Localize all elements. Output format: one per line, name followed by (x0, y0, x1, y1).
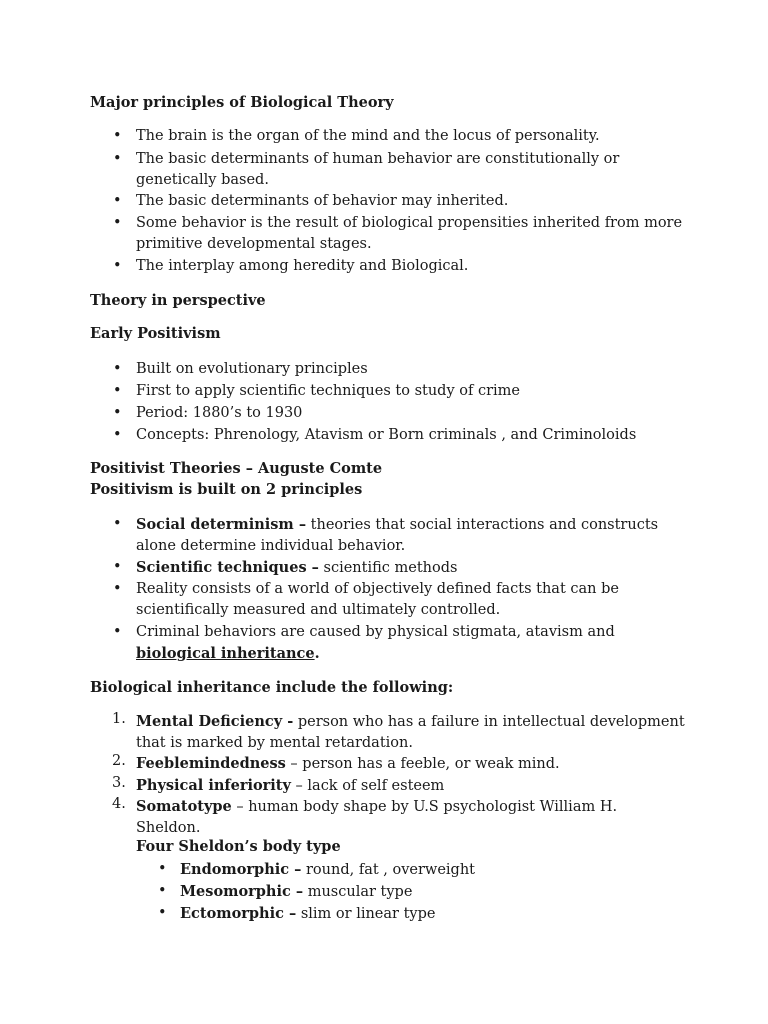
bullet-icon: • (113, 258, 122, 274)
list-item-social-determinism (136, 514, 696, 557)
list-item-scientific-techniques (136, 557, 696, 579)
definition: slim or linear type (296, 906, 436, 922)
definition: person who has a failure in intellectual development that is marked by mental retardation. (136, 714, 685, 751)
heading-positivist-theories: Positivist Theories – Auguste Comte (90, 460, 383, 477)
term: Somatotype (136, 798, 232, 815)
heading-biological-inheritance: Biological inheritance include the following: (90, 679, 454, 696)
list-item: Built on evolutionary principles (136, 361, 368, 377)
body-type-item (180, 881, 412, 903)
definition: – lack of self esteem (290, 778, 445, 794)
subheading-body-types: Four Sheldon’s body type (136, 838, 341, 855)
term: Endomorphic – (180, 861, 302, 878)
list-item: Period: 1880’s to 1930 (136, 405, 303, 421)
numbered-item (136, 753, 696, 775)
numbered-item (136, 796, 636, 839)
heading-theory-in-perspective: Theory in perspective (90, 292, 266, 309)
definition: muscular type (303, 884, 413, 900)
list-number: 4. (112, 796, 126, 812)
bullet-icon: • (113, 383, 122, 399)
bullet-icon: • (113, 427, 122, 443)
body-type-item (180, 903, 435, 925)
list-item: Concepts: Phrenology, Atavism or Born criminals , and Criminoloids (136, 427, 637, 443)
bullet-icon: • (158, 883, 167, 899)
bullet-icon: • (113, 405, 122, 421)
term: Ectomorphic – (180, 905, 297, 922)
text: Criminal behaviors are caused by physical stigmata, atavism and (136, 624, 615, 640)
definition: scientific methods (318, 560, 458, 576)
term: Physical inferiority (136, 777, 291, 794)
list-item: First to apply scientific techniques to study of crime (136, 383, 520, 399)
list-item: The basic determinants of human behavior are constitutionally or genetically based. (136, 151, 620, 188)
definition: – person has a feeble, or weak mind. (285, 756, 560, 772)
heading-major-principles: Major principles of Biological Theory (90, 94, 394, 111)
definition: round, fat , overweight (301, 862, 475, 878)
period: . (314, 645, 320, 662)
numbered-item (136, 775, 696, 797)
numbered-item (136, 711, 696, 754)
bullet-icon: • (113, 516, 122, 532)
bullet-icon: • (113, 128, 122, 144)
term: Scientific techniques – (136, 559, 319, 576)
term-biological-inheritance: biological inheritance (136, 645, 315, 662)
heading-early-positivism: Early Positivism (90, 325, 221, 342)
list-number: 3. (112, 775, 126, 791)
list-item: The basic determinants of behavior may inherited. (136, 193, 509, 209)
list-number: 1. (112, 711, 126, 727)
bullet-icon: • (158, 861, 167, 877)
body-type-item (180, 859, 475, 881)
term: Social determinism – (136, 516, 307, 533)
bullet-icon: • (113, 193, 122, 209)
bullet-icon: • (113, 361, 122, 377)
heading-positivism-principles: Positivism is built on 2 principles (90, 481, 363, 498)
definition: theories that social interactions and constructs alone determine individual behavior. (136, 517, 659, 554)
bullet-icon: • (113, 581, 122, 597)
list-item: The brain is the organ of the mind and the locus of personality. (136, 128, 600, 144)
term: Mental Deficiency - (136, 713, 294, 730)
term: Feeblemindedness (136, 755, 286, 772)
bullet-icon: • (113, 624, 122, 640)
bullet-icon: • (158, 905, 167, 921)
list-item: Reality consists of a world of objectively defined facts that can be scientifically measured and ultimately controlled. (136, 581, 619, 618)
definition: – human body shape by U.S psychologist William H. Sheldon. (136, 799, 618, 836)
list-item-criminal-behaviors (136, 622, 696, 665)
list-number: 2. (112, 753, 126, 769)
bullet-icon: • (113, 215, 122, 231)
list-item: Some behavior is the result of biological propensities inherited from more primitive developmental stages. (136, 215, 683, 252)
term: Mesomorphic – (180, 883, 304, 900)
bullet-icon: • (113, 559, 122, 575)
bullet-icon: • (113, 151, 122, 167)
list-item: The interplay among heredity and Biological. (136, 258, 469, 274)
